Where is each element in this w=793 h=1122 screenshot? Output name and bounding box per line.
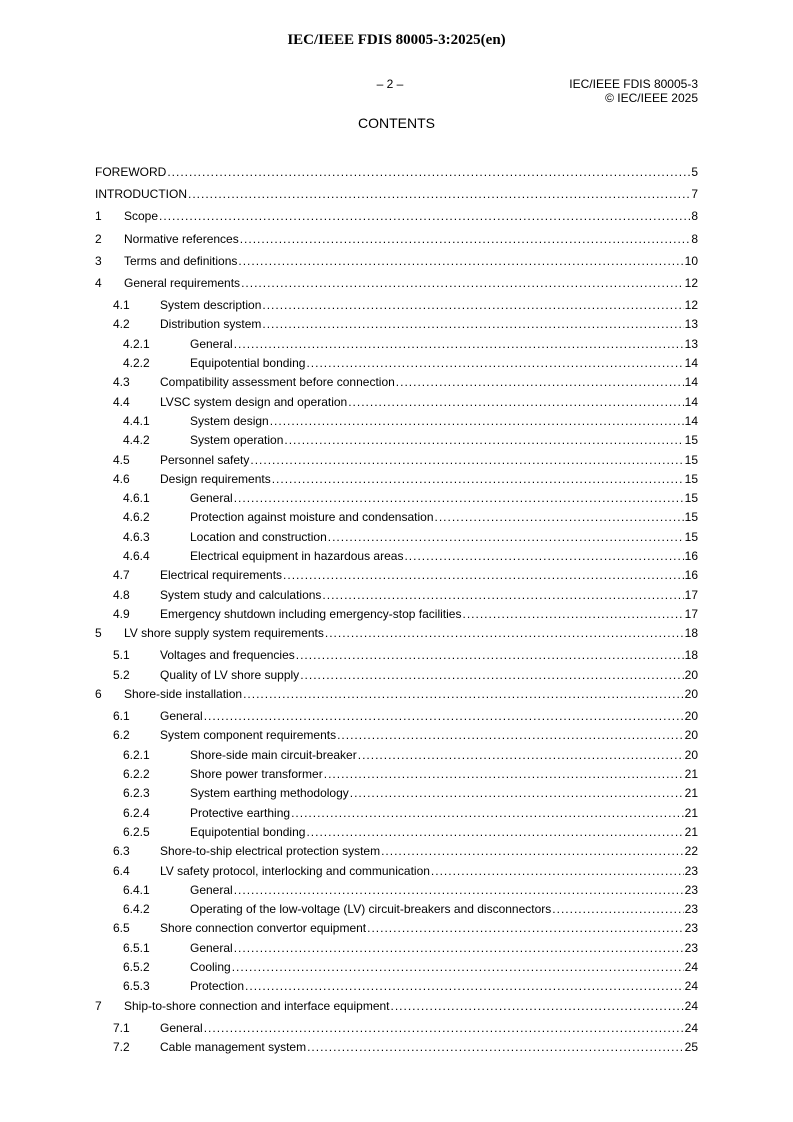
- toc-entry-title: Shore connection convertor equipment: [160, 921, 367, 936]
- toc-entry-number: 6.3: [113, 844, 130, 859]
- toc-entry-page: 14: [684, 375, 698, 390]
- toc-entry-title: Operating of the low-voltage (LV) circuit-breakers and disconnectors: [190, 902, 552, 917]
- toc-entry-title: LV shore supply system requirements: [124, 626, 324, 641]
- toc-entry-page: 20: [684, 709, 698, 724]
- toc-entry-page: 24: [684, 998, 698, 1013]
- toc-dot-leader: [435, 510, 684, 524]
- toc-entry-page: 17: [684, 587, 698, 602]
- toc-entry-title: Design requirements: [160, 471, 271, 486]
- toc-entry[interactable]: [95, 317, 698, 336]
- toc-entry-number: 6.5: [113, 921, 130, 936]
- toc-entry-number: 4.2.1: [123, 336, 150, 351]
- toc-entry-page: 20: [684, 747, 698, 762]
- toc-entry-page: 8: [691, 231, 698, 246]
- toc-entry-number: 5: [95, 626, 102, 641]
- toc-entry-title: Shore-side installation: [124, 686, 243, 701]
- toc-entry[interactable]: [95, 687, 698, 709]
- toc-entry-title: Distribution system: [160, 317, 262, 332]
- toc-entry[interactable]: [95, 864, 698, 883]
- toc-entry-page: 15: [684, 491, 698, 506]
- toc-entry[interactable]: [95, 999, 698, 1021]
- toc-entry-number: 6.2: [113, 728, 130, 743]
- toc-entry-number: 4.3: [113, 375, 130, 390]
- toc-dot-leader: [270, 414, 684, 428]
- toc-dot-leader: [188, 187, 690, 201]
- toc-dot-leader: [234, 491, 684, 505]
- toc-entry-number: 4.8: [113, 587, 130, 602]
- toc-entry-page: 13: [684, 317, 698, 332]
- toc-entry[interactable]: [95, 187, 698, 209]
- toc-dot-leader: [272, 472, 684, 486]
- toc-dot-leader: [238, 254, 683, 268]
- toc-entry-page: 20: [684, 667, 698, 682]
- toc-entry[interactable]: [95, 530, 698, 549]
- toc-dot-leader: [350, 786, 684, 800]
- toc-entry-title: Protection: [190, 979, 245, 994]
- toc-entry-title: Voltages and frequencies: [160, 648, 295, 663]
- toc-entry-number: 4.4: [113, 394, 130, 409]
- toc-entry-page: 21: [684, 767, 698, 782]
- toc-entry-number: 6.2.5: [123, 824, 150, 839]
- toc-entry-number: 6.2.2: [123, 767, 150, 782]
- toc-entry-title: System design: [190, 413, 269, 428]
- toc-dot-leader: [240, 232, 691, 246]
- toc-entry-page: 22: [684, 844, 698, 859]
- toc-entry-number: 4.6: [113, 471, 130, 486]
- toc-entry-number: 6.2.1: [123, 747, 150, 762]
- toc-entry[interactable]: [95, 165, 698, 187]
- toc-entry-number: 7.1: [113, 1020, 130, 1035]
- toc-entry[interactable]: [95, 748, 698, 767]
- toc-dot-leader: [431, 864, 684, 878]
- toc-dot-leader: [234, 337, 684, 351]
- toc-dot-leader: [262, 317, 683, 331]
- toc-entry-page: 16: [684, 548, 698, 563]
- toc-entry-title: Location and construction: [190, 529, 327, 544]
- toc-dot-leader: [234, 883, 684, 897]
- toc-entry[interactable]: [95, 510, 698, 529]
- toc-entry-page: 15: [684, 529, 698, 544]
- toc-dot-leader: [262, 298, 683, 312]
- toc-entry-number: 4.2.2: [123, 356, 150, 371]
- toc-dot-leader: [367, 921, 684, 935]
- toc-entry[interactable]: [95, 668, 698, 687]
- header-copyright: © IEC/IEEE 2025: [605, 91, 698, 105]
- toc-entry-title: System earthing methodology: [190, 786, 349, 801]
- toc-dot-leader: [204, 709, 684, 723]
- toc-entry-page: 14: [684, 394, 698, 409]
- toc-entry-page: 21: [684, 824, 698, 839]
- toc-dot-leader: [328, 530, 684, 544]
- toc-entry-number: 6.5.2: [123, 960, 150, 974]
- toc-entry-title: Ship-to-shore connection and interface equipment: [124, 998, 390, 1013]
- toc-entry-page: 12: [684, 298, 698, 313]
- toc-dot-leader: [232, 960, 684, 974]
- toc-entry-title: Protective earthing: [190, 805, 291, 820]
- toc-entry-page: 21: [684, 805, 698, 820]
- toc-entry[interactable]: [95, 414, 698, 433]
- toc-entry[interactable]: [95, 902, 698, 921]
- toc-entry[interactable]: [95, 626, 698, 648]
- toc-dot-leader: [234, 941, 684, 955]
- toc-entry-page: 21: [684, 786, 698, 801]
- toc-entry[interactable]: [95, 254, 698, 276]
- toc-entry[interactable]: [95, 337, 698, 356]
- toc-entry-title: Shore-to-ship electrical protection system: [160, 844, 381, 859]
- toc-entry-number: 4.4.2: [123, 433, 150, 448]
- toc-entry-number: 4.2: [113, 317, 130, 332]
- toc-entry-title: General: [190, 491, 233, 506]
- contents-title: CONTENTS: [358, 115, 435, 131]
- toc-entry-number: 6.2.4: [123, 805, 150, 820]
- toc-entry[interactable]: [95, 568, 698, 587]
- toc-entry[interactable]: [95, 1021, 698, 1040]
- toc-entry-title: Normative references: [124, 231, 239, 246]
- toc-entry[interactable]: [95, 767, 698, 786]
- toc-dot-leader: [241, 276, 684, 290]
- toc-entry[interactable]: [95, 1040, 698, 1059]
- toc-entry-page: 20: [684, 728, 698, 743]
- toc-entry[interactable]: [95, 728, 698, 747]
- toc-entry-page: 23: [684, 863, 698, 878]
- toc-entry-number: 4.7: [113, 568, 130, 583]
- toc-entry-page: 18: [684, 626, 698, 641]
- toc-dot-leader: [300, 668, 683, 682]
- toc-entry[interactable]: [95, 209, 698, 231]
- toc-dot-leader: [159, 209, 690, 223]
- toc-dot-leader: [462, 607, 683, 621]
- toc-entry-page: 8: [691, 209, 698, 224]
- page-number: – 2 –: [376, 77, 404, 91]
- toc-dot-leader: [324, 767, 684, 781]
- toc-entry[interactable]: [95, 549, 698, 568]
- toc-entry[interactable]: [95, 844, 698, 863]
- toc-entry[interactable]: [95, 921, 698, 940]
- toc-entry-number: 4.6.4: [123, 548, 150, 563]
- toc-entry[interactable]: [95, 276, 698, 298]
- toc-entry[interactable]: [95, 979, 698, 998]
- toc-dot-leader: [322, 588, 683, 602]
- toc-entry-title: General: [190, 336, 233, 351]
- toc-entry-page: 23: [684, 940, 698, 955]
- toc-entry-title: INTRODUCTION: [95, 187, 187, 202]
- toc-entry-title: General: [160, 1020, 203, 1035]
- toc-entry-title: Emergency shutdown including emergency-stop facilities: [160, 606, 462, 621]
- toc-dot-leader: [404, 549, 683, 563]
- toc-entry-title: System study and calculations: [160, 587, 322, 602]
- toc-entry-page: 23: [684, 882, 698, 897]
- toc-entry-number: 6.5.3: [123, 979, 150, 994]
- toc-dot-leader: [245, 979, 684, 993]
- toc-dot-leader: [243, 687, 684, 701]
- toc-dot-leader: [381, 844, 684, 858]
- toc-entry-number: 6.4.1: [123, 882, 150, 897]
- toc-entry-number: 4.9: [113, 606, 130, 621]
- toc-entry-title: Compatibility assessment before connection: [160, 375, 395, 390]
- toc-dot-leader: [306, 356, 683, 370]
- toc-entry-title: General: [190, 940, 233, 955]
- toc-entry-page: 20: [684, 686, 698, 701]
- toc-entry-number: 1: [95, 209, 102, 224]
- toc-entry-title: Equipotential bonding: [190, 356, 306, 371]
- toc-entry[interactable]: [95, 607, 698, 626]
- toc-entry-page: 14: [684, 413, 698, 428]
- toc-entry[interactable]: [95, 806, 698, 825]
- toc-entry-number: 5.2: [113, 667, 130, 682]
- toc-entry-page: 12: [684, 275, 698, 290]
- toc-entry-title: General requirements: [124, 275, 241, 290]
- toc-entry-page: 15: [684, 510, 698, 525]
- toc-entry-title: System operation: [190, 433, 284, 448]
- toc-dot-leader: [552, 902, 683, 916]
- toc-dot-leader: [283, 568, 684, 582]
- toc-entry[interactable]: [95, 960, 698, 979]
- toc-entry-page: 10: [684, 253, 698, 268]
- toc-dot-leader: [337, 728, 684, 742]
- toc-dot-leader: [391, 999, 684, 1013]
- toc-entry-page: 25: [684, 1040, 698, 1055]
- toc-entry-title: Quality of LV shore supply: [160, 667, 300, 682]
- toc-entry[interactable]: [95, 588, 698, 607]
- toc-entry-number: 3: [95, 253, 102, 268]
- toc-entry[interactable]: [95, 356, 698, 375]
- toc-dot-leader: [250, 453, 683, 467]
- toc-entry-title: Scope: [124, 209, 159, 224]
- toc-entry-title: FOREWORD: [95, 165, 167, 179]
- toc-dot-leader: [348, 395, 683, 409]
- toc-entry-number: 4.6.3: [123, 529, 150, 544]
- toc-entry-number: 4.5: [113, 452, 130, 467]
- toc-dot-leader: [291, 806, 684, 820]
- toc-entry-number: 2: [95, 231, 102, 246]
- toc-entry[interactable]: [95, 232, 698, 254]
- toc-entry-title: Protection against moisture and condensation: [190, 510, 434, 525]
- toc-entry-number: 5.1: [113, 648, 130, 663]
- toc-entry-page: 7: [691, 187, 698, 202]
- toc-entry-page: 17: [684, 606, 698, 621]
- toc-entry-title: Electrical equipment in hazardous areas: [190, 548, 404, 563]
- toc-entry-page: 16: [684, 568, 698, 583]
- toc-entry[interactable]: [95, 883, 698, 902]
- toc-entry[interactable]: [95, 298, 698, 317]
- toc-entry-page: 15: [684, 433, 698, 448]
- toc-entry[interactable]: [95, 825, 698, 844]
- toc-entry-number: 4.6.2: [123, 510, 150, 525]
- toc-entry-page: 15: [684, 471, 698, 486]
- toc-entry-page: 23: [684, 921, 698, 936]
- toc-entry-page: 24: [684, 1020, 698, 1035]
- toc-dot-leader: [296, 648, 684, 662]
- toc-entry[interactable]: [95, 433, 698, 452]
- toc-dot-leader: [358, 748, 684, 762]
- toc-entry-title: Terms and definitions: [124, 253, 238, 268]
- toc-entry-page: 5: [691, 165, 698, 179]
- toc-entry-page: 13: [684, 336, 698, 351]
- toc-entry-page: 14: [684, 356, 698, 371]
- toc-entry[interactable]: [95, 786, 698, 805]
- toc-entry[interactable]: [95, 453, 698, 472]
- toc-entry-page: 15: [684, 452, 698, 467]
- toc-entry-page: 24: [684, 960, 698, 974]
- toc-entry-page: 23: [684, 902, 698, 917]
- toc-entry[interactable]: [95, 491, 698, 510]
- toc-entry-number: 6.5.1: [123, 940, 150, 955]
- toc-entry-title: General: [190, 882, 233, 897]
- toc-entry-number: 7.2: [113, 1040, 130, 1055]
- toc-entry-title: LVSC system design and operation: [160, 394, 348, 409]
- toc-dot-leader: [325, 626, 684, 640]
- toc-entry[interactable]: [95, 941, 698, 960]
- toc-entry-page: 18: [684, 648, 698, 663]
- toc-entry-number: 6.1: [113, 709, 130, 724]
- toc-entry[interactable]: [95, 648, 698, 667]
- toc-entry-number: 6.4: [113, 863, 130, 878]
- toc-entry[interactable]: [95, 395, 698, 414]
- toc-dot-leader: [284, 433, 683, 447]
- header-right: [569, 77, 698, 105]
- toc-dot-leader: [306, 825, 683, 839]
- toc-entry-number: 4.1: [113, 298, 130, 313]
- toc-entry-page: 24: [684, 979, 698, 994]
- toc-dot-leader: [204, 1021, 684, 1035]
- toc-dot-leader: [396, 375, 684, 389]
- toc-entry[interactable]: [95, 472, 698, 491]
- toc-entry-title: Personnel safety: [160, 452, 250, 467]
- toc-dot-leader: [307, 1040, 684, 1054]
- header-doc-ref: IEC/IEEE FDIS 80005-3: [569, 77, 698, 91]
- table-of-contents: [95, 165, 698, 1059]
- toc-entry-title: General: [160, 709, 203, 724]
- toc-entry-number: 6.4.2: [123, 902, 150, 917]
- toc-entry-number: 7: [95, 998, 102, 1013]
- document-id: IEC/IEEE FDIS 80005-3:2025(en): [287, 32, 506, 48]
- toc-entry-title: LV safety protocol, interlocking and communication: [160, 863, 430, 878]
- toc-entry-title: Electrical requirements: [160, 568, 283, 583]
- toc-entry[interactable]: [95, 375, 698, 394]
- toc-entry-number: 6.2.3: [123, 786, 150, 801]
- toc-entry-number: 4: [95, 275, 102, 290]
- toc-dot-leader: [167, 165, 690, 179]
- toc-entry-title: System description: [160, 298, 262, 313]
- toc-entry-title: System component requirements: [160, 728, 337, 743]
- toc-entry-title: Cable management system: [160, 1040, 307, 1055]
- toc-entry-number: 6: [95, 686, 102, 701]
- toc-entry-title: Shore power transformer: [190, 767, 323, 782]
- toc-entry-title: Equipotential bonding: [190, 824, 306, 839]
- toc-entry-title: Cooling: [190, 960, 231, 974]
- toc-entry-number: 4.6.1: [123, 491, 150, 506]
- toc-entry-number: 4.4.1: [123, 413, 150, 428]
- toc-entry-title: Shore-side main circuit-breaker: [190, 747, 357, 762]
- toc-entry[interactable]: [95, 709, 698, 728]
